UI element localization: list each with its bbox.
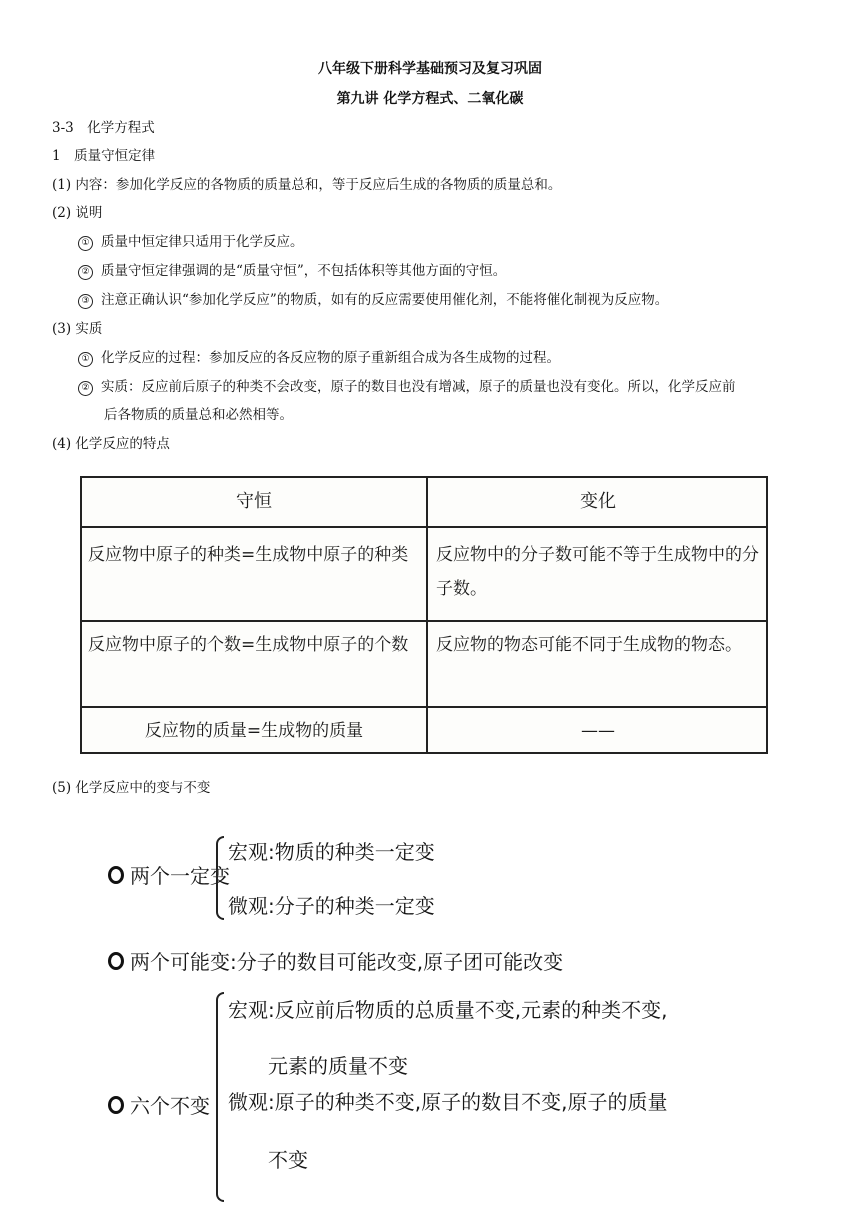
circled-number: ② bbox=[78, 381, 93, 396]
circled-number: ③ bbox=[78, 294, 93, 309]
circled-number: ② bbox=[78, 265, 93, 280]
table-divider bbox=[82, 620, 766, 622]
list-item: ③ 注意正确认识“参加化学反应”的物质，如有的反应需要使用催化剂，不能将催化制视为反应物。 bbox=[78, 290, 668, 310]
bullet-dot-icon bbox=[108, 952, 124, 970]
macro-line: 宏观:物质的种类一定变 bbox=[228, 840, 435, 864]
paragraph-change-invariance: (5) 化学反应中的变与不变 bbox=[52, 780, 211, 796]
bullet-dot-icon bbox=[108, 866, 124, 884]
page-subtitle: 第九讲 化学方程式、二氧化碳 bbox=[336, 91, 524, 107]
micro-line-continuation: 不变 bbox=[268, 1148, 308, 1172]
group-label-six-invariant: 六个不变 bbox=[108, 1090, 210, 1119]
table-cell: 反应物的质量=生成物的质量 bbox=[144, 721, 364, 741]
table-cell: 反应物中的分子数可能不等于生成物中的分子数。 bbox=[436, 545, 759, 599]
table-cell: 反应物的物态可能不同于生成物的物态。 bbox=[436, 635, 742, 655]
circled-number: ① bbox=[78, 352, 93, 367]
section-heading: 3-3 化学方程式 bbox=[52, 120, 155, 136]
features-table bbox=[80, 476, 768, 754]
brace-icon bbox=[216, 836, 224, 920]
group-two-possible: 两个可能变:分子的数目可能改变,原子团可能改变 bbox=[108, 946, 563, 975]
paragraph-explain: (2) 说明 bbox=[52, 205, 103, 221]
table-cell: —— bbox=[581, 721, 615, 741]
list-item: ② 实质：反应前后原子的种类不会改变，原子的数目也没有增减，原子的质量也没有变化。所以，化学反应前 bbox=[78, 377, 736, 397]
table-header-conserve: 守恒 bbox=[236, 491, 272, 512]
macro-line: 宏观:反应前后物质的总质量不变,元素的种类不变, bbox=[228, 998, 668, 1022]
list-item: ① 质量中恒定律只适用于化学反应。 bbox=[78, 232, 304, 252]
table-header-change: 变化 bbox=[580, 491, 616, 512]
group-label-two-certain: 两个一定变 bbox=[108, 860, 230, 889]
macro-line-continuation: 元素的质量不变 bbox=[268, 1054, 408, 1078]
table-divider bbox=[82, 706, 766, 708]
table-cell: 反应物中原子的种类=生成物中原子的种类 bbox=[88, 545, 409, 565]
paragraph-essence: (3) 实质 bbox=[52, 321, 103, 337]
table-divider bbox=[82, 526, 766, 528]
micro-line: 微观:原子的种类不变,原子的数目不变,原子的质量 bbox=[228, 1090, 668, 1114]
paragraph-features: (4) 化学反应的特点 bbox=[52, 436, 170, 452]
brace-icon bbox=[216, 992, 224, 1202]
bullet-dot-icon bbox=[108, 1096, 124, 1114]
list-item: ② 质量守恒定律强调的是“质量守恒”，不包括体积等其他方面的守恒。 bbox=[78, 261, 506, 281]
paragraph-content: (1) 内容：参加化学反应的各物质的质量总和，等于反应后生成的各物质的质量总和。 bbox=[52, 177, 562, 193]
table-cell: 反应物中原子的个数=生成物中原子的个数 bbox=[88, 635, 409, 655]
micro-line: 微观:分子的种类一定变 bbox=[228, 894, 435, 918]
list-item: ① 化学反应的过程：参加反应的各反应物的原子重新组合成为各生成物的过程。 bbox=[78, 348, 560, 368]
circled-number: ① bbox=[78, 236, 93, 251]
subsection-heading: 1 质量守恒定律 bbox=[52, 148, 156, 164]
list-item-continuation: 后各物质的质量总和必然相等。 bbox=[104, 407, 293, 423]
page-title: 八年级下册科学基础预习及复习巩固 bbox=[318, 61, 542, 77]
